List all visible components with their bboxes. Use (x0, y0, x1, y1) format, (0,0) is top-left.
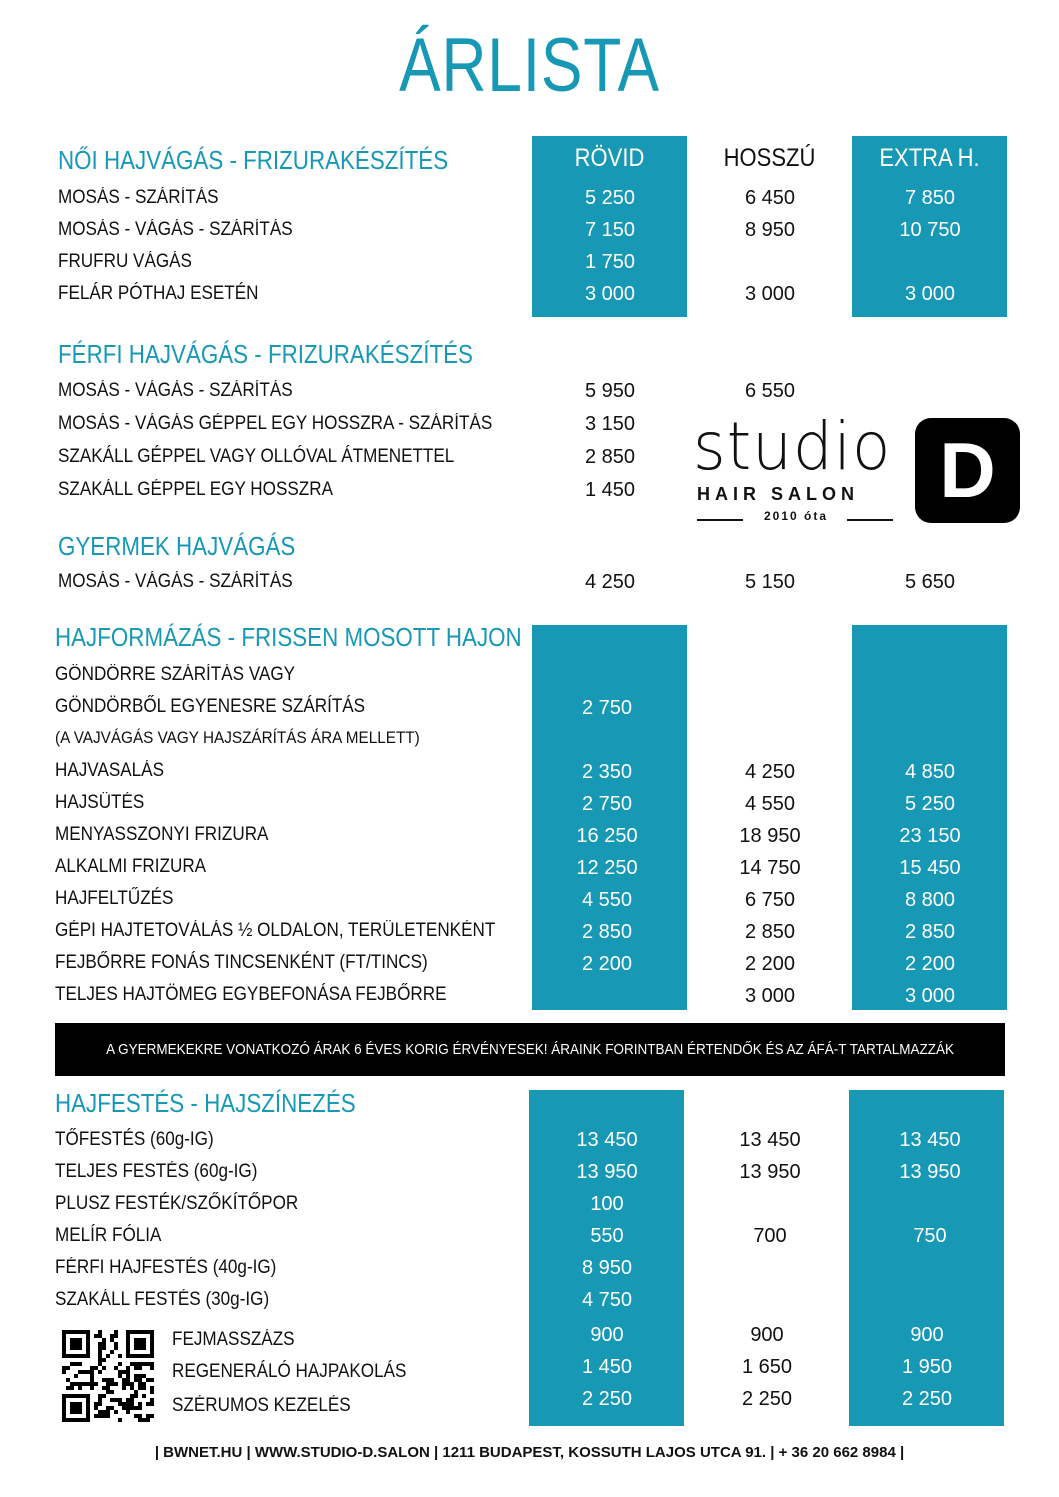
kids-row-label: MOSÁS - VÁGÁS - SZÁRÍTÁS (58, 571, 293, 592)
logo-rule-left (697, 519, 743, 521)
styling-row-long: 2 200 (744, 953, 796, 975)
coloring-row-long: 13 450 (739, 1129, 801, 1151)
women-row-extra: 3 000 (904, 283, 956, 305)
column-header-long: HOSSZÚ (723, 144, 816, 172)
men-row-long: 6 550 (744, 380, 796, 402)
notice-text: A GYERMEKEKRE VONATKOZÓ ÁRAK 6 ÉVES KORIG ÉRVÉNYESEK! ÁRAINK FORINTBAN ÉRTENDŐK ÉS AZ ÁFÁ-T TARTALMAZZÁK (106, 1041, 954, 1058)
column-header-extra: EXTRA H. (879, 144, 980, 172)
logo-wordmark: studio (693, 408, 892, 485)
styling-row-label: HAJVASALÁS (55, 760, 164, 781)
styling-row-label: HAJFELTŰZÉS (55, 888, 174, 909)
women-row-short: 3 000 (584, 283, 636, 305)
coloring-row-short: 13 450 (576, 1129, 638, 1151)
women-row-label: FELÁR PÓTHAJ ESETÉN (58, 283, 259, 304)
styling-row-extra: 15 450 (899, 857, 961, 879)
styling-row-extra: 4 850 (904, 761, 956, 783)
styling-row-label: GÉPI HAJTETOVÁLÁS ½ OLDALON, TERÜLETENKÉNT (55, 920, 496, 941)
coloring-row-label: TELJES FESTÉS (60g-IG) (55, 1161, 258, 1182)
care-row-long: 900 (750, 1324, 784, 1346)
styling-row-long: 4 250 (744, 761, 796, 783)
care-row-short: 900 (590, 1324, 624, 1346)
styling-row-long: 14 750 (739, 857, 801, 879)
coloring-row-long: 700 (753, 1225, 787, 1247)
section-title-coloring: HAJFESTÉS - HAJSZÍNEZÉS (55, 1088, 356, 1118)
women-row-long: 6 450 (744, 187, 796, 209)
coloring-row-short: 100 (590, 1193, 624, 1215)
coloring-row-label: TŐFESTÉS (60g-IG) (55, 1129, 214, 1150)
women-row-short: 5 250 (584, 187, 636, 209)
coloring-row-label: SZAKÁLL FESTÉS (30g-IG) (55, 1289, 270, 1310)
styling-row-extra: 23 150 (899, 825, 961, 847)
qr-code-graphic (62, 1330, 154, 1422)
logo-since-text: 2010 óta (763, 509, 829, 523)
care-row-long: 2 250 (741, 1388, 793, 1410)
coloring-row-short: 550 (590, 1225, 624, 1247)
styling-row-short: 2 350 (581, 761, 633, 783)
styling-row-extra: 3 000 (904, 985, 956, 1007)
kids-row-short: 4 250 (584, 571, 636, 593)
women-row-label: MOSÁS - VÁGÁS - SZÁRÍTÁS (58, 219, 293, 240)
styling-row-extra: 2 200 (904, 953, 956, 975)
styling-row-long: 18 950 (739, 825, 801, 847)
styling-row-short: 2 850 (581, 921, 633, 943)
care-row-extra: 2 250 (901, 1388, 953, 1410)
qr-code-icon[interactable] (62, 1330, 154, 1422)
kids-row-long: 5 150 (744, 571, 796, 593)
coloring-row-short: 13 950 (576, 1161, 638, 1183)
care-row-short: 2 250 (581, 1388, 633, 1410)
styling-row-long: 3 000 (744, 985, 796, 1007)
men-row-label: SZAKÁLL GÉPPEL VAGY OLLÓVAL ÁTMENETTEL (58, 446, 455, 467)
styling-row-long: 4 550 (744, 793, 796, 815)
column-header-short: RÖVID (574, 144, 645, 172)
logo-subtitle: HAIR SALON (697, 484, 859, 504)
women-row-short: 1 750 (584, 251, 636, 273)
women-row-label: MOSÁS - SZÁRÍTÁS (58, 187, 219, 208)
care-row-extra: 1 950 (901, 1356, 953, 1378)
notice-banner (55, 1023, 1005, 1076)
coloring-row-label: MELÍR FÓLIA (55, 1225, 162, 1246)
men-row-label: MOSÁS - VÁGÁS GÉPPEL EGY HOSSZRA - SZÁRÍTÁS (58, 413, 493, 434)
men-row-short: 5 950 (584, 380, 636, 402)
care-row-label: SZÉRUMOS KEZELÉS (172, 1395, 351, 1416)
logo-rule-right (847, 519, 893, 521)
coloring-row-extra: 750 (913, 1225, 947, 1247)
men-row-label: SZAKÁLL GÉPPEL EGY HOSSZRA (58, 479, 333, 500)
coloring-row-label: FÉRFI HAJFESTÉS (40g-IG) (55, 1257, 277, 1278)
styling-intro-line1: GÖNDÖRRE SZÁRÍTÁS VAGY (55, 664, 296, 685)
styling-row-short: 16 250 (576, 825, 638, 847)
styling-row-extra: 5 250 (904, 793, 956, 815)
women-row-extra: 10 750 (899, 219, 961, 241)
women-row-long: 8 950 (744, 219, 796, 241)
styling-intro-short: 2 750 (581, 697, 633, 719)
care-row-extra: 900 (910, 1324, 944, 1346)
coloring-row-long: 13 950 (739, 1161, 801, 1183)
coloring-row-label: PLUSZ FESTÉK/SZŐKÍTŐPOR (55, 1193, 299, 1214)
styling-row-extra: 8 800 (904, 889, 956, 911)
men-row-short: 1 450 (584, 479, 636, 501)
coloring-row-short: 4 750 (581, 1289, 633, 1311)
men-row-short: 2 850 (584, 446, 636, 468)
care-row-label: FEJMASSZÁZS (172, 1329, 295, 1350)
footer-contact: | BWNET.HU | WWW.STUDIO-D.SALON | 1211 BUDAPEST, KOSSUTH LAJOS UTCA 91. | + 36 20 662 8984 | (154, 1444, 905, 1461)
page-title: ÁRLISTA (399, 23, 660, 108)
men-row-label: MOSÁS - VÁGÁS - SZÁRÍTÁS (58, 380, 293, 401)
logo-since (697, 509, 893, 529)
coloring-row-extra: 13 450 (899, 1129, 961, 1151)
women-row-short: 7 150 (584, 219, 636, 241)
section-title-kids: GYERMEK HAJVÁGÁS (58, 531, 296, 561)
styling-row-label: TELJES HAJTÖMEG EGYBEFONÁSA FEJBŐRRE (55, 984, 447, 1005)
section-title-women: NŐI HAJVÁGÁS - FRIZURAKÉSZÍTÉS (58, 145, 449, 175)
care-row-short: 1 450 (581, 1356, 633, 1378)
coloring-row-extra: 13 950 (899, 1161, 961, 1183)
styling-row-short: 4 550 (581, 889, 633, 911)
styling-row-label: MENYASSZONYI FRIZURA (55, 824, 269, 845)
coloring-row-short: 8 950 (581, 1257, 633, 1279)
styling-row-label: ALKALMI FRIZURA (55, 856, 207, 877)
styling-row-short: 12 250 (576, 857, 638, 879)
styling-intro-line2: GÖNDÖRBŐL EGYENESRE SZÁRÍTÁS (55, 696, 366, 717)
styling-row-label: FEJBŐRRE FONÁS TINCSENKÉNT (FT/TINCS) (55, 952, 428, 973)
styling-row-short: 2 200 (581, 953, 633, 975)
men-row-short: 3 150 (584, 413, 636, 435)
styling-row-extra: 2 850 (904, 921, 956, 943)
styling-row-long: 6 750 (744, 889, 796, 911)
logo-d-mark: D (915, 418, 1020, 523)
styling-row-long: 2 850 (744, 921, 796, 943)
styling-row-short: 2 750 (581, 793, 633, 815)
kids-row-extra: 5 650 (904, 571, 956, 593)
section-title-men: FÉRFI HAJVÁGÁS - FRIZURAKÉSZÍTÉS (58, 339, 473, 369)
care-row-label: REGENERÁLÓ HAJPAKOLÁS (172, 1361, 407, 1382)
styling-intro-line3: (A VAJVÁGÁS VAGY HAJSZÁRÍTÁS ÁRA MELLETT) (55, 728, 420, 747)
styling-row-label: HAJSÜTÉS (55, 792, 145, 813)
care-row-long: 1 650 (741, 1356, 793, 1378)
women-row-extra: 7 850 (904, 187, 956, 209)
women-row-long: 3 000 (744, 283, 796, 305)
section-title-styling: HAJFORMÁZÁS - FRISSEN MOSOTT HAJON (55, 622, 522, 652)
women-row-label: FRUFRU VÁGÁS (58, 251, 192, 272)
